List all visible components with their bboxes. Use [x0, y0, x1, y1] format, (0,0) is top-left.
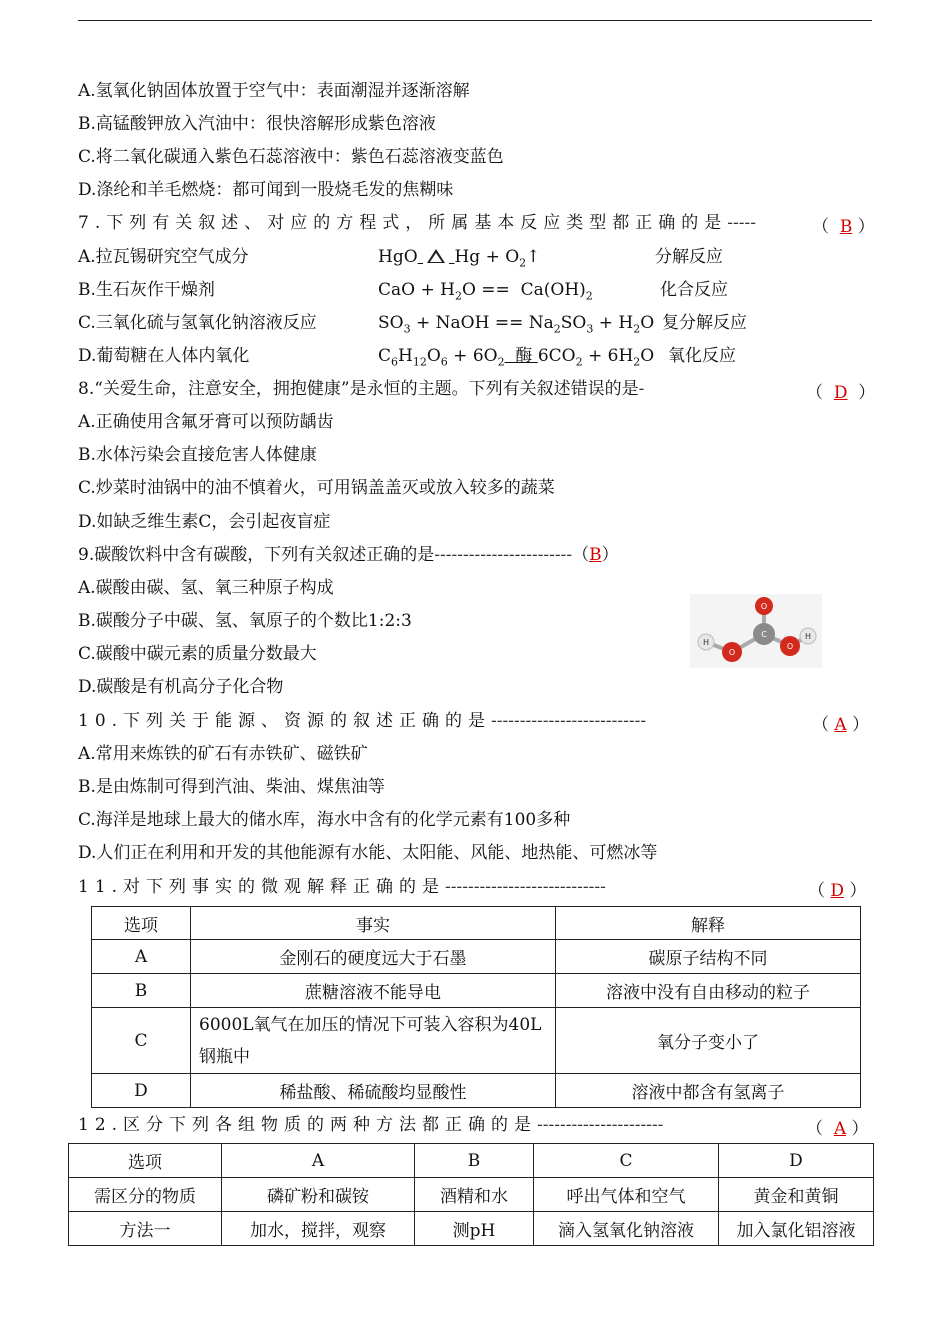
q12-stem-text: 12.区分下列各组物质的两种方法都正确的是	[78, 1115, 538, 1135]
table-cell: D	[92, 1074, 191, 1108]
q7-answer-paren: （ B ）	[812, 217, 875, 237]
q12-stem	[78, 1114, 663, 1136]
table-cell: 酒精和水	[415, 1178, 534, 1212]
q9-option-a: A.碳酸由碳、氢、氧三种原子构成	[78, 578, 334, 598]
q9-dashes: ------------------------	[434, 545, 573, 565]
q12-header-cell: C	[534, 1144, 719, 1178]
table-row	[92, 940, 861, 974]
q11-dashes: ----------------------------	[445, 877, 606, 897]
atom-label-o-right: O	[786, 642, 794, 651]
table-cell: 滴入氢氧化钠溶液	[534, 1212, 719, 1246]
table-cell: C	[92, 1008, 191, 1074]
q12-header-cell: B	[415, 1144, 534, 1178]
q8-option-a: A.正确使用含氟牙膏可以预防龋齿	[78, 412, 334, 432]
q11-answer: D	[830, 881, 845, 901]
q6-option-c: C.将二氧化碳通入紫色石蕊溶液中：紫色石蕊溶液变蓝色	[78, 147, 504, 167]
q11-header-row	[92, 907, 861, 940]
q7-stem	[78, 212, 756, 234]
q6-option-d: D.涤纶和羊毛燃烧：都可闻到一股烧毛发的焦糊味	[78, 180, 454, 200]
table-cell: B	[92, 974, 191, 1008]
q11-table	[91, 906, 861, 1108]
q7-row-a-equation	[378, 246, 540, 274]
q12-answer-paren: （ A ）	[806, 1119, 869, 1139]
header-rule	[78, 20, 872, 21]
q12-dashes: ----------------------	[537, 1115, 664, 1135]
atom-label-o-left: O	[728, 648, 736, 657]
q9-option-b: B.碳酸分子中碳、氢、氧原子的个数比1:2:3	[78, 611, 412, 631]
q8-option-d: D.如缺乏维生素C，会引起夜盲症	[78, 512, 331, 532]
q12-header-cell: A	[222, 1144, 415, 1178]
q7-dashes: -----	[727, 213, 756, 233]
q10-stem-text: 10.下列关于能源、资源的叙述正确的是	[78, 711, 492, 731]
q7-row-b-type: 化合反应	[660, 280, 728, 300]
heat-triangle-icon	[427, 249, 445, 263]
q12-header-cell: D	[719, 1144, 874, 1178]
atom-label-h-left: H	[702, 638, 710, 647]
q11-header-cell: 解释	[556, 907, 861, 940]
q11-stem-text: 11.对下列事实的微观解释正确的是	[78, 877, 446, 897]
table-cell: 氧分子变小了	[556, 1008, 861, 1074]
q11-header-cell: 事实	[191, 907, 556, 940]
q6-option-a: A.氢氧化钠固体放置于空气中：表面潮湿并逐渐溶解	[78, 81, 470, 101]
q12-table	[68, 1143, 874, 1246]
table-row	[92, 1074, 861, 1108]
q7-eq-d-enzyme: 酶	[515, 346, 533, 366]
q7-row-a-desc: A.拉瓦锡研究空气成分	[78, 247, 249, 267]
q8-dashes: -	[638, 379, 645, 399]
q12-header-row	[69, 1144, 874, 1178]
q11-header-cell: 选项	[92, 907, 191, 940]
q7-eq-a-cond	[418, 247, 455, 267]
q8-option-b: B.水体污染会直接危害人体健康	[78, 445, 317, 465]
atom-label-o-top: O	[760, 602, 768, 611]
q7-eq-a-tail: ↑	[526, 247, 541, 267]
q10-dashes: ---------------------------	[491, 711, 647, 731]
table-cell: 磷矿粉和碳铵	[222, 1178, 415, 1212]
table-cell: A	[92, 940, 191, 974]
q7-answer: B	[839, 217, 853, 237]
table-row	[92, 1008, 861, 1074]
table-cell: 黄金和黄铜	[719, 1178, 874, 1212]
table-cell: 测pH	[415, 1212, 534, 1246]
q9-option-d: D.碳酸是有机高分子化合物	[78, 677, 284, 697]
q7-row-c-equation: $SO_3$ + NaOH == $Na_2SO_3 + H_2O$	[378, 313, 655, 336]
q12-header-cell: 选项	[69, 1144, 222, 1178]
q7-eq-a-left: HgO	[378, 247, 418, 267]
q7-row-d-equation: $C_6H_{12}O_6 + 6O_2$ 酶 $6CO_2 + 6H_2O$	[378, 346, 655, 369]
q7-stem-text: 7.下列有关叙述、对应的方程式，所属基本反应类型都正确的是	[78, 213, 728, 233]
q7-eq-a-sub: 2	[519, 256, 527, 270]
table-cell: 呼出气体和空气	[534, 1178, 719, 1212]
table-row	[92, 974, 861, 1008]
q10-stem	[78, 710, 646, 732]
q11-answer-paren: （ D ）	[808, 881, 867, 901]
q9-answer: B	[589, 545, 602, 565]
table-cell: 加水，搅拌，观察	[222, 1212, 415, 1246]
table-cell: 溶液中没有自由移动的粒子	[556, 974, 861, 1008]
table-cell: 方法一	[69, 1212, 222, 1246]
q10-answer: A	[834, 715, 847, 735]
table-cell: 加入氯化铝溶液	[719, 1212, 874, 1246]
q10-option-c: C.海洋是地球上最大的储水库，海水中含有的化学元素有100多种	[78, 810, 571, 830]
q7-row-b-equation: CaO + $H_2O == Ca(OH)_2$	[378, 280, 593, 303]
q9-option-c: C.碳酸中碳元素的质量分数最大	[78, 644, 317, 664]
q9-stem: 9.碳酸饮料中含有碳酸，下列有关叙述正确的是------------------------（B）	[78, 545, 619, 565]
q10-option-a: A.常用来炼铁的矿石有赤铁矿、磁铁矿	[78, 744, 368, 764]
atom-label-h-right: H	[804, 632, 812, 641]
table-cell: 蔗糖溶液不能导电	[191, 974, 556, 1008]
q10-option-b: B.是由炼制可得到汽油、柴油、煤焦油等	[78, 777, 385, 797]
atom-label-c: C	[761, 630, 767, 639]
q6-option-b: B.高锰酸钾放入汽油中：很快溶解形成紫色溶液	[78, 114, 436, 134]
q7-row-a-type: 分解反应	[655, 247, 723, 267]
q11-stem	[78, 876, 606, 898]
q10-option-d: D.人们正在利用和开发的其他能源有水能、太阳能、风能、地热能、可燃冰等	[78, 843, 658, 863]
table-cell: 金刚石的硬度远大于石墨	[191, 940, 556, 974]
table-row	[69, 1212, 874, 1246]
q7-eq-d-cond	[505, 346, 538, 366]
q7-eq-a-mid: Hg + O	[454, 247, 520, 267]
q7-row-b-desc: B.生石灰作干燥剂	[78, 280, 215, 300]
table-cell: 稀盐酸、稀硫酸均显酸性	[191, 1074, 556, 1108]
q9-stem-text: 9.碳酸饮料中含有碳酸，下列有关叙述正确的是	[78, 545, 435, 565]
q8-answer: D	[833, 383, 848, 403]
q7-row-d-type: 氧化反应	[668, 346, 736, 366]
q7-row-c-type: 复分解反应	[662, 313, 747, 333]
q7-row-d-desc: D.葡萄糖在人体内氧化	[78, 346, 250, 366]
q8-answer-paren: （ D ）	[806, 383, 876, 403]
table-cell: 需区分的物质	[69, 1178, 222, 1212]
carbonic-acid-molecule-image	[690, 594, 822, 668]
table-row	[69, 1178, 874, 1212]
q8-option-c: C.炒菜时油锅中的油不慎着火，可用锅盖盖灭或放入较多的蔬菜	[78, 478, 555, 498]
q8-stem	[78, 378, 644, 400]
table-cell: 溶液中都含有氢离子	[556, 1074, 861, 1108]
q8-stem-text: 8.“关爱生命，注意安全，拥抱健康”是永恒的主题。下列有关叙述错误的是	[78, 379, 639, 399]
q7-row-c-desc: C.三氧化硫与氢氧化钠溶液反应	[78, 313, 317, 333]
table-cell: 碳原子结构不同	[556, 940, 861, 974]
table-cell: 6000L氧气在加压的情况下可装入容积为40L钢瓶中	[191, 1008, 556, 1074]
q10-answer-paren: （ A ）	[812, 715, 870, 735]
q12-answer: A	[833, 1119, 847, 1139]
